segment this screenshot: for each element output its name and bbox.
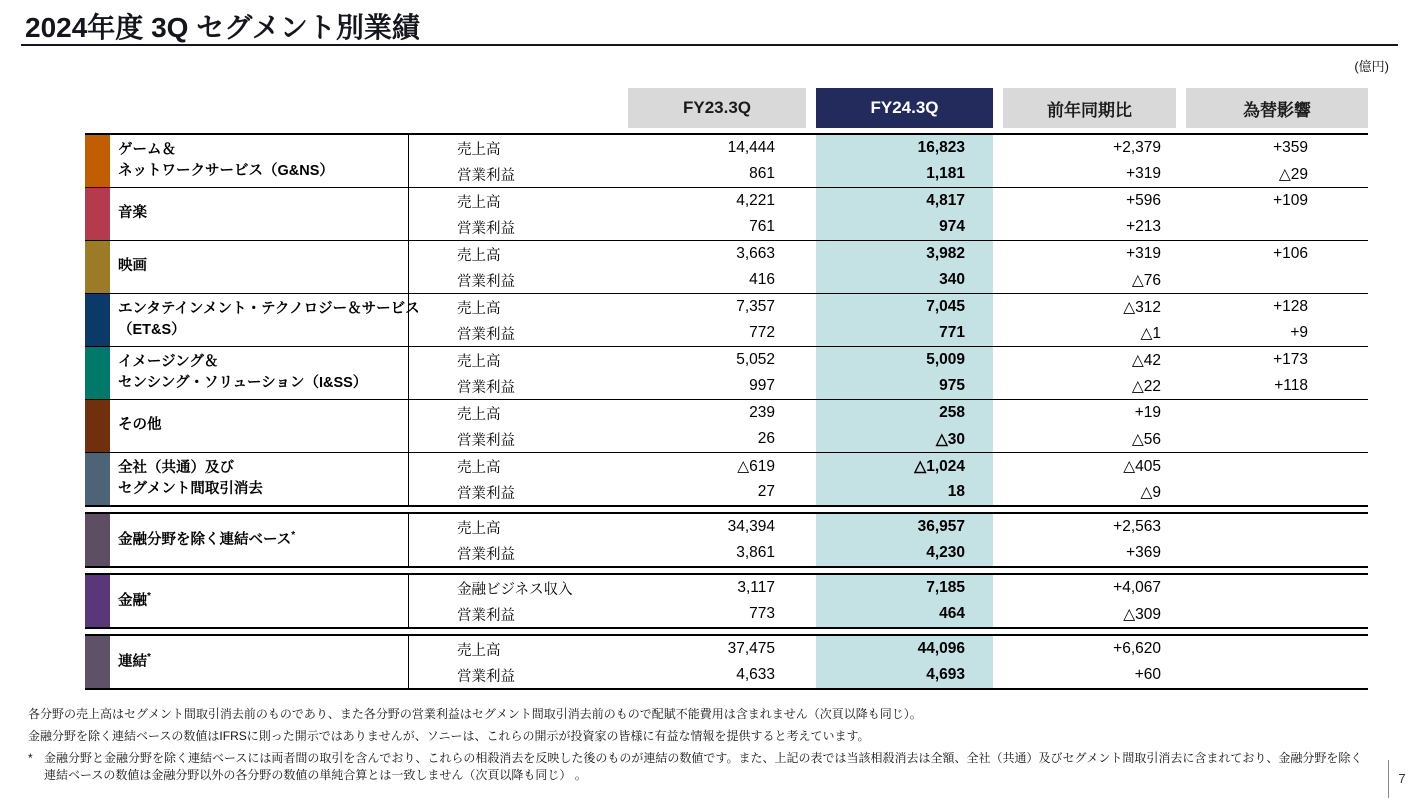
segment-name-line: センシング・ソリューション（I&SS）	[118, 375, 368, 391]
fx-value: +128	[1273, 298, 1308, 315]
segment-color-bar	[85, 636, 110, 688]
segment-name	[110, 514, 409, 566]
fy24-value: 974	[816, 214, 993, 240]
segment-color-bar	[85, 135, 110, 187]
metric-label: 営業利益	[457, 432, 515, 449]
metric-label: 営業利益	[457, 607, 515, 624]
footnote: 各分野の売上高はセグメント間取引消去前のものであり、また各分野の営業利益はセグメント間取引消去前のもので配賦不能費用は含まれません（次頁以降も同じ）。	[28, 707, 922, 721]
yoy-value: △1	[1140, 324, 1161, 342]
yoy-value: △22	[1131, 377, 1161, 395]
segment-name	[110, 241, 409, 293]
segment-name	[110, 575, 409, 627]
fy23-value: △619	[737, 457, 775, 475]
fy24-value: 4,693	[816, 662, 993, 688]
segment-name	[110, 188, 409, 240]
metric-label: 売上高	[457, 141, 501, 158]
segment-results-table	[85, 133, 1368, 690]
footnotes	[28, 706, 1368, 789]
fy23-value: 26	[757, 430, 775, 447]
segment-name	[110, 294, 420, 346]
yoy-value: △312	[1123, 298, 1161, 316]
column-header-yoy: 前年同期比	[1003, 88, 1176, 128]
metric-label: 営業利益	[457, 546, 515, 563]
segment-section	[85, 514, 1368, 566]
yoy-value: △9	[1140, 483, 1161, 501]
fy24-value: 44,096	[816, 636, 993, 662]
segment-name	[110, 400, 409, 452]
segment-color-bar	[85, 575, 110, 627]
metric-label: 営業利益	[457, 220, 515, 237]
fx-value	[1186, 514, 1368, 540]
fx-value: +9	[1290, 324, 1308, 341]
fy23-value: 239	[749, 404, 775, 421]
segment-name-line: エンタテインメント・テクノロジー＆サービス	[118, 300, 420, 317]
metric-label: 売上高	[457, 194, 501, 211]
fy24-value: △1,024	[816, 453, 993, 479]
segment-name-line: ゲーム＆	[118, 141, 176, 158]
fy24-value: 771	[816, 320, 993, 346]
yoy-value: △76	[1131, 271, 1161, 289]
fy23-value: 3,861	[736, 544, 775, 561]
fx-value	[1186, 662, 1368, 688]
segment-name	[110, 453, 409, 505]
asterisk-marker: *	[147, 591, 151, 603]
segment-color-bar	[85, 241, 110, 293]
fy23-value: 761	[749, 218, 775, 235]
segment-name-line: 金融分野を除く連結ベース*	[118, 530, 296, 548]
fx-value: +106	[1273, 245, 1308, 262]
fy23-value: 4,633	[736, 666, 775, 683]
segment-name-line: 映画	[118, 258, 147, 275]
metric-label: 営業利益	[457, 273, 515, 290]
yoy-value: +2,379	[1113, 139, 1161, 156]
fy23-value: 3,663	[736, 245, 775, 262]
fy24-value: 464	[816, 601, 993, 627]
metric-label: 営業利益	[457, 379, 515, 396]
fy24-value: 3,982	[816, 241, 993, 267]
segment-name-line: その他	[118, 417, 162, 434]
fy24-value: △30	[816, 426, 993, 452]
yoy-value: +319	[1126, 245, 1161, 262]
fy23-value: 772	[749, 324, 775, 341]
segment-color-bar	[85, 400, 110, 452]
metric-label: 売上高	[457, 300, 501, 317]
yoy-value: +213	[1126, 218, 1161, 235]
segment-name-line: 音楽	[118, 205, 147, 222]
segment-name-line: イメージング＆	[118, 353, 219, 370]
fy23-value: 5,052	[736, 351, 775, 368]
asterisk-marker: *	[147, 652, 151, 664]
fx-value: +109	[1273, 192, 1308, 209]
fy23-value: 861	[749, 165, 775, 182]
fx-value	[1186, 267, 1368, 293]
segment-table-block	[85, 512, 1368, 568]
fx-value: +173	[1273, 351, 1308, 368]
yoy-value: +19	[1134, 404, 1161, 421]
fy24-value: 340	[816, 267, 993, 293]
column-header-fy23: FY23.3Q	[628, 88, 806, 128]
segment-color-bar	[85, 294, 110, 346]
segment-name-line: セグメント間取引消去	[118, 481, 263, 497]
segment-name-line: 金融*	[118, 591, 151, 609]
fx-value: △29	[1278, 165, 1308, 183]
column-header-fx: 為替影響	[1186, 88, 1368, 128]
fx-value	[1186, 636, 1368, 662]
column-header-fy24: FY24.3Q	[816, 88, 993, 128]
fy23-value: 14,444	[727, 139, 775, 156]
fy24-value: 4,230	[816, 540, 993, 566]
fy23-value: 4,221	[736, 192, 775, 209]
metric-label: 売上高	[457, 247, 501, 264]
segment-section	[85, 187, 1368, 240]
segment-table-block	[85, 133, 1368, 507]
segment-table-block	[85, 634, 1368, 690]
segment-name-line: ネットワークサービス（G&NS）	[118, 163, 334, 179]
fy24-value: 16,823	[816, 135, 993, 161]
fx-value	[1186, 400, 1368, 426]
fy24-value: 258	[816, 400, 993, 426]
yoy-value: △405	[1123, 457, 1161, 475]
yoy-value: +6,620	[1113, 640, 1161, 657]
fy23-value: 773	[749, 605, 775, 622]
fy24-value: 36,957	[816, 514, 993, 540]
footnote-text: 金融分野と金融分野を除く連結ベースには両者間の取引を含んでおり、これらの相殺消去を反映した後のものが連結の数値です。また、上記の表では当該相殺消去は全額、全社（共通）及びセグメント間取引消去に含まれており、金融分野を除く連結ベースの数値は金融分野以外の各分野の数値の単純合算とは一致しません（次頁以降も同じ） 。	[44, 750, 1363, 783]
segment-table-block	[85, 573, 1368, 629]
segment-name-line: 連結*	[118, 652, 151, 670]
title-underline	[21, 44, 1398, 46]
segment-name	[110, 636, 409, 688]
page-title: 2024年度 3Q セグメント別業績	[25, 12, 420, 43]
asterisk-marker: *	[291, 530, 296, 542]
fy24-value: 7,045	[816, 294, 993, 320]
fx-value	[1186, 575, 1368, 601]
fy24-value: 975	[816, 373, 993, 399]
segment-section	[85, 399, 1368, 452]
fx-value: +118	[1274, 377, 1308, 394]
segment-section	[85, 135, 1368, 187]
segment-name-line: （ET&S）	[118, 322, 186, 338]
fy23-value: 3,117	[737, 579, 775, 596]
segment-color-bar	[85, 188, 110, 240]
fy23-value: 37,475	[727, 640, 775, 657]
footnote: 金融分野を除く連結ベースの数値はIFRSに則った開示ではありませんが、ソニーは、これらの開示が投資家の皆様に有益な情報を提供すると考えています。	[28, 728, 870, 743]
fx-value: +359	[1273, 139, 1308, 156]
metric-label: 売上高	[457, 642, 501, 659]
metric-label: 売上高	[457, 353, 501, 370]
metric-label: 売上高	[457, 459, 501, 476]
unit-label: (億円)	[1354, 59, 1389, 74]
segment-color-bar	[85, 453, 110, 505]
segment-name	[110, 135, 409, 187]
fy24-value: 5,009	[816, 347, 993, 373]
yoy-value: +2,563	[1113, 518, 1161, 535]
yoy-value: +596	[1126, 192, 1161, 209]
fx-value	[1186, 601, 1368, 627]
fy24-value: 1,181	[816, 161, 993, 187]
yoy-value: +4,067	[1113, 579, 1161, 596]
metric-label: 営業利益	[457, 668, 515, 685]
fx-value	[1186, 426, 1368, 452]
yoy-value: +60	[1134, 666, 1161, 683]
yoy-value: △309	[1123, 605, 1161, 623]
segment-section	[85, 240, 1368, 293]
metric-label: 営業利益	[457, 167, 515, 184]
fx-value	[1186, 540, 1368, 566]
yoy-value: +369	[1126, 544, 1161, 561]
page-number-divider	[1388, 760, 1389, 798]
segment-section	[85, 636, 1368, 688]
segment-color-bar	[85, 514, 110, 566]
fy23-value: 27	[757, 483, 775, 500]
segment-section	[85, 575, 1368, 627]
segment-section	[85, 293, 1368, 346]
metric-label: 売上高	[457, 520, 501, 537]
fy23-value: 7,357	[736, 298, 775, 315]
yoy-value: △56	[1131, 430, 1161, 448]
fx-value	[1186, 479, 1368, 505]
metric-label: 営業利益	[457, 485, 515, 502]
page-number: 7	[1398, 771, 1406, 786]
fy23-value: 34,394	[727, 518, 775, 535]
fy24-value: 7,185	[816, 575, 993, 601]
metric-label: 営業利益	[457, 326, 515, 343]
fy23-value: 416	[749, 271, 775, 288]
segment-name-line: 全社（共通）及び	[118, 459, 234, 476]
footnote	[28, 750, 1368, 786]
fy24-value: 4,817	[816, 188, 993, 214]
metric-label: 売上高	[457, 406, 501, 423]
fy24-value: 18	[816, 479, 993, 505]
segment-color-bar	[85, 347, 110, 399]
fx-value	[1186, 214, 1368, 240]
yoy-value: +319	[1126, 165, 1161, 182]
yoy-value: △42	[1131, 351, 1161, 369]
metric-label: 金融ビジネス収入	[457, 581, 573, 598]
segment-name	[110, 347, 409, 399]
footnote-marker: *	[28, 750, 33, 765]
fx-value	[1186, 453, 1368, 479]
segment-section	[85, 346, 1368, 399]
segment-section	[85, 452, 1368, 505]
fy23-value: 997	[749, 377, 775, 394]
